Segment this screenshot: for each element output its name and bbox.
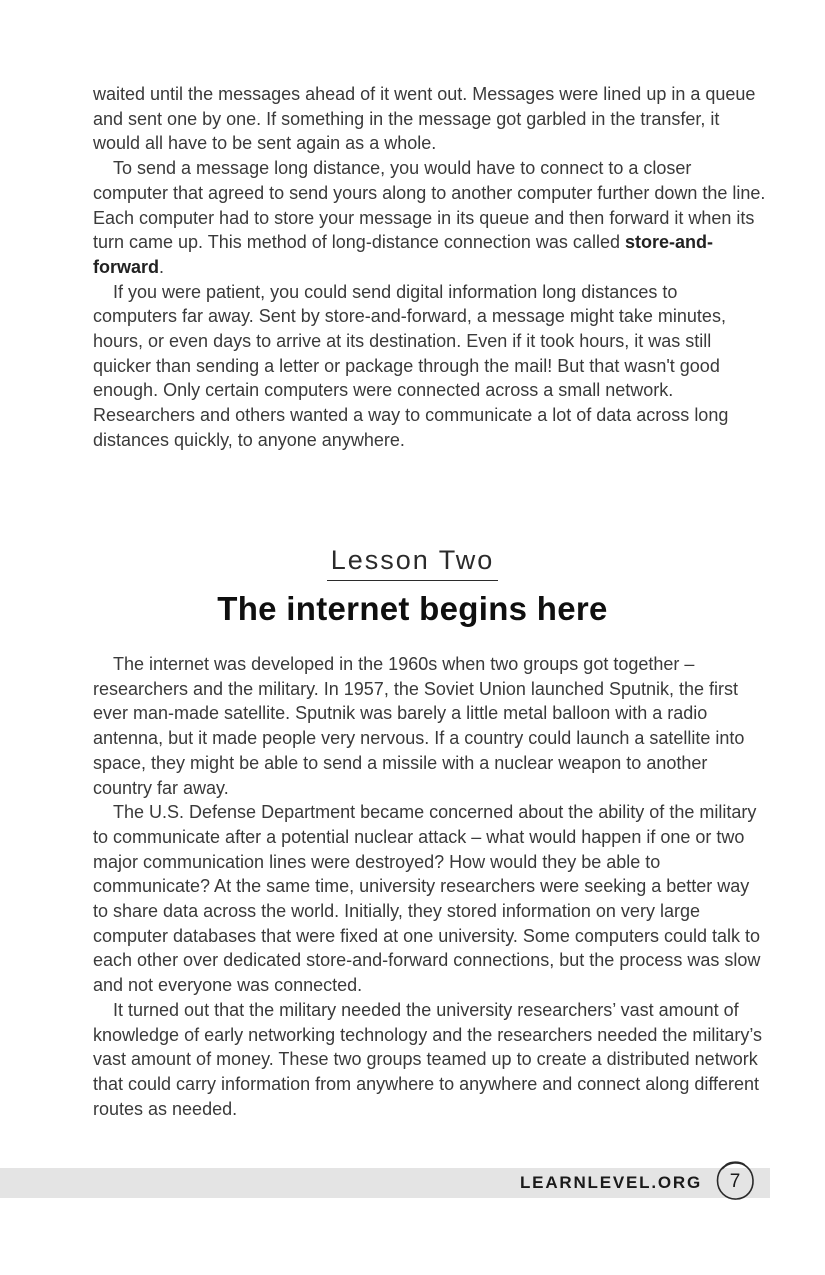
footer-bar <box>0 1168 770 1198</box>
page-number: 7 <box>729 1171 741 1192</box>
lesson-label: Lesson Two <box>327 546 499 581</box>
lesson-title: The internet begins here <box>217 589 608 627</box>
body-text-bottom <box>93 652 766 1121</box>
paragraph-text: To send a message long distance, you would have to connect to a closer computer that agreed to send yours along to another computer further down the line. Each computer had to store your message in its queue and then forward it when its turn came up. This method of long-distance connection was called <box>93 158 766 253</box>
site-url: LEARNLEVEL.ORG <box>520 1173 702 1192</box>
paragraph: waited until the messages ahead of it went out. Messages were lined up in a queue and sent one by one. If something in the message got garbled in the transfer, it would all have to be sent again as a whole. <box>93 84 756 154</box>
bold-term: store-and-forward <box>93 232 713 277</box>
paragraph: If you were patient, you could send digital information long distances to computers far away. Sent by store-and-forward, a message might take minutes, hours, or even days to arrive at its destination. Even if it took hours, it was still quicker than sending a letter or package through the mail! But that wasn't good enough. Only certain computers were connected across a small network. Researchers and others wanted a way to communicate a lot of data across long distances quickly, to anyone anywhere. <box>93 281 729 450</box>
paragraph: The U.S. Defense Department became concerned about the ability of the military to communicate after a potential nuclear attack – what would happen if one or two major communication lines were destroyed? How would they be able to communicate? At the same time, university researchers were seeking a better way to share data across the world. Initially, they stored information on very large computer databases that were fixed at one university. Some computers could talk to each other over dedicated store-and-forward connections, but the process was slow and not everyone was connected. <box>93 802 761 996</box>
paragraph: It turned out that the military needed the university researchers’ vast amount of knowledge of early networking technology and the researchers needed the military’s vast amount of money. These two groups teamed up to create a distributed network that could carry information from anywhere to anywhere and connect along different routes as needed. <box>93 999 763 1119</box>
paragraph: The internet was developed in the 1960s when two groups got together – researchers and the military. In 1957, the Soviet Union launched Sputnik, the first ever man-made satellite. Sputnik was barely a little metal balloon with a radio antenna, but it made people very nervous. If a country could launch a satellite into space, they might be able to send a missile with a nuclear weapon to another country far away. <box>93 654 745 798</box>
paragraph <box>93 156 766 280</box>
body-text-top <box>93 82 766 453</box>
paragraph-text: . <box>159 256 165 277</box>
lesson-header <box>0 546 825 628</box>
page-number-circle <box>712 1158 758 1204</box>
